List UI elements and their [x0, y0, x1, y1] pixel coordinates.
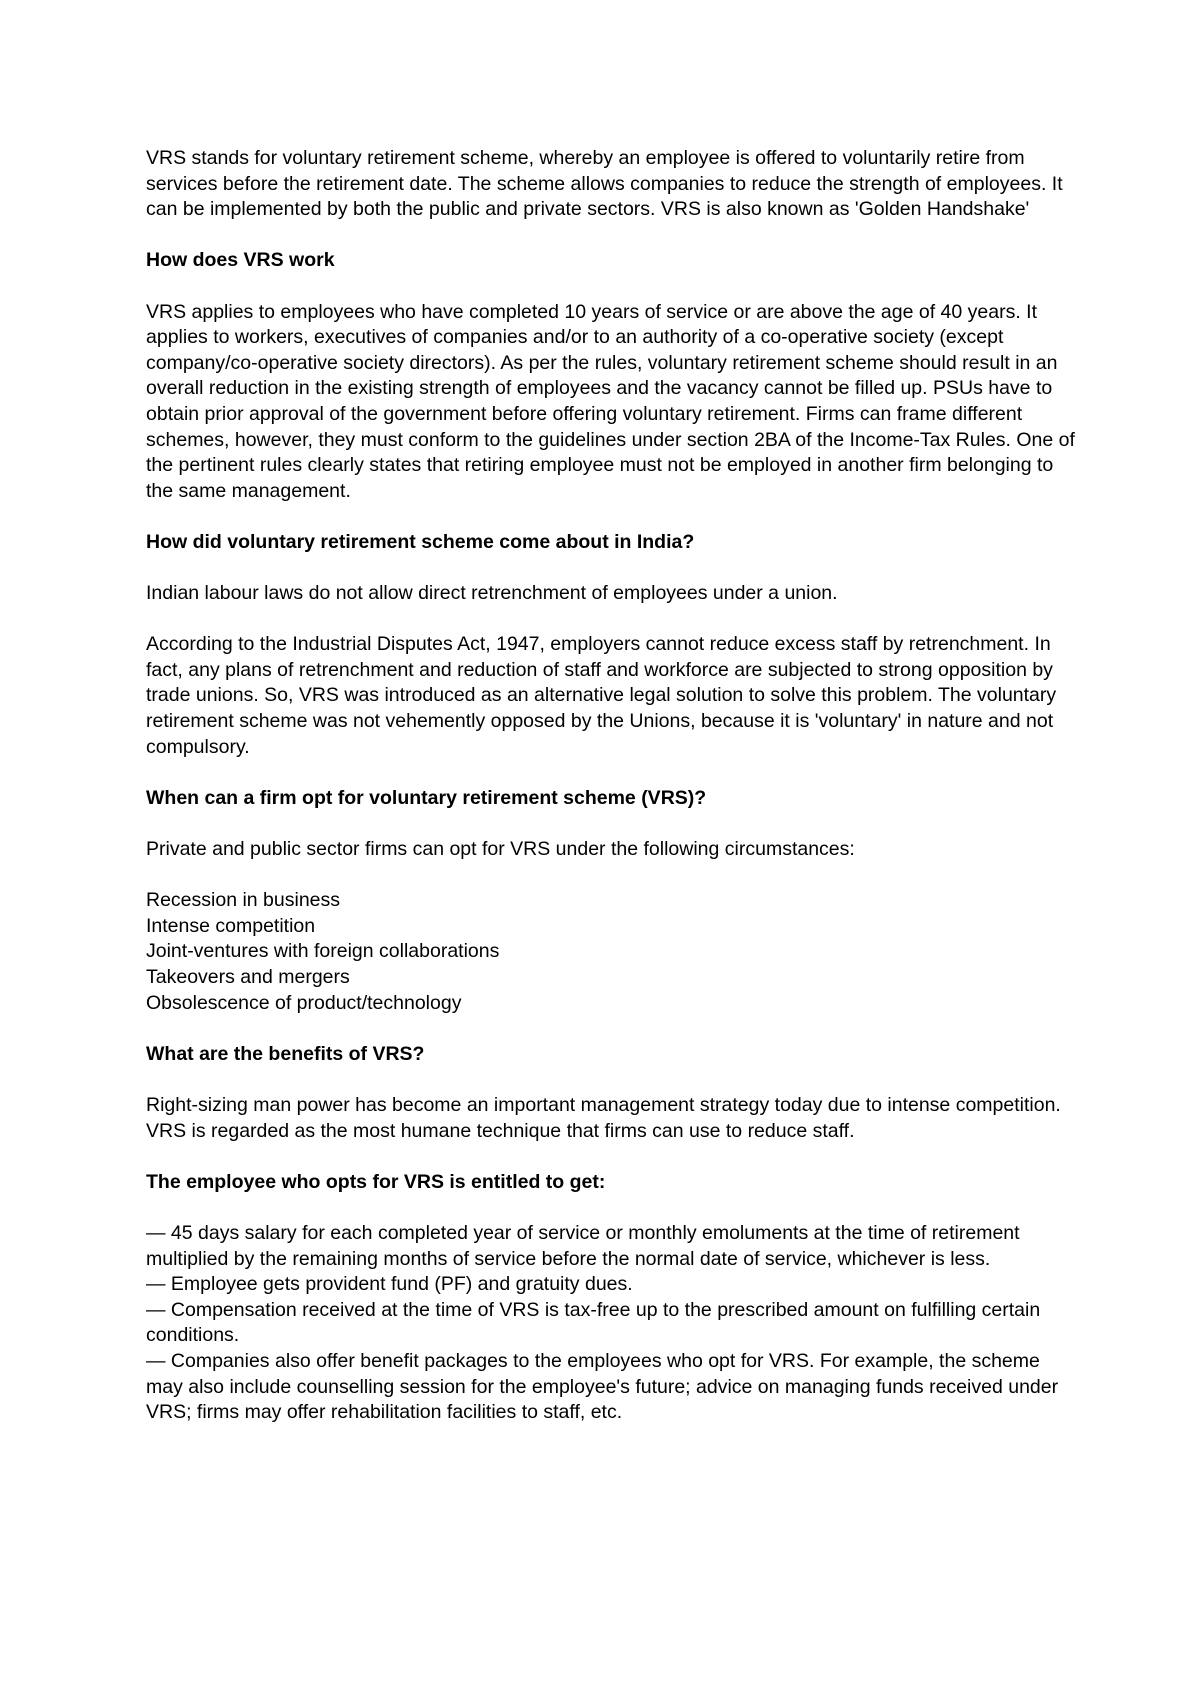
intro-paragraph: VRS stands for voluntary retirement scheme, whereby an employee is offered to voluntarily retire from services before the retirement date. The scheme allows companies to reduce the strength of employees. It can be implemented by both the public and private sectors. VRS is also known as 'Golden Handshake' [146, 147, 1063, 221]
when-opt-intro: Private and public sector firms can opt for VRS under the following circumstances: [146, 838, 855, 861]
how-vrs-works-paragraph: VRS applies to employees who have completed 10 years of service or are above the age of 40 years. It applies to workers, executives of companies and/or to an authority of a co-operative society (except company/co-operative society directors). As per the rules, voluntary retirement scheme should result in an overall reduction in the existing strength of employees and the vacancy cannot be filled up. PSUs have to obtain prior approval of the government before offering voluntary retirement. Firms can frame different schemes, however, they must conform to the guidelines under section 2BA of the Income-Tax Rules. One of the pertinent rules clearly states that retiring employee must not be employed in another firm belonging to the same management. [146, 300, 1075, 502]
list-item: — Compensation received at the time of VRS is tax-free up to the prescribed amount on fulfilling certain conditions. [146, 1298, 1041, 1347]
list-item: — Companies also offer benefit packages to the employees who opt for VRS. For example, the scheme may also include counselling session for the employee's future; advice on managing funds received under VRS; firms may offer rehabilitation facilities to staff, etc. [146, 1349, 1059, 1424]
list-item: Intense competition [146, 914, 316, 937]
list-item: Joint-ventures with foreign collaborations [146, 940, 500, 963]
list-item: Takeovers and mergers [146, 966, 350, 988]
circumstances-list [146, 888, 1076, 1016]
benefits-paragraph: Right-sizing man power has become an important management strategy today due to intense competition. VRS is regarded as the most humane technique that firms can use to reduce staff. [146, 1093, 1061, 1142]
india-paragraph-2: According to the Industrial Disputes Act, 1947, employers cannot reduce excess staff by retrenchment. In fact, any plans of retrenchment and reduction of staff and workforce are subjected to strong opposition by trade unions. So, VRS was introduced as an alternative legal solution to solve this problem. The voluntary retirement scheme was not vehemently opposed by the Unions, because it is 'voluntary' in nature and not compulsory. [146, 633, 1057, 758]
list-item: — Employee gets provident fund (PF) and gratuity dues. [146, 1273, 633, 1296]
list-item: Obsolescence of product/technology [146, 991, 462, 1014]
heading-entitled: The employee who opts for VRS is entitled to get: [146, 1170, 606, 1193]
list-item: Recession in business [146, 889, 341, 912]
india-paragraph-1: Indian labour laws do not allow direct retrenchment of employees under a union. [146, 582, 838, 605]
heading-when-opt-vrs: When can a firm opt for voluntary retirement scheme (VRS)? [146, 786, 707, 809]
document-body [146, 146, 1076, 1426]
entitlements-list [146, 1221, 1076, 1426]
heading-benefits: What are the benefits of VRS? [146, 1042, 425, 1065]
heading-how-vrs-works: How does VRS work [146, 249, 335, 272]
list-item: — 45 days salary for each completed year of service or monthly emoluments at the time of retirement multiplied by the remaining months of service before the normal date of service, whichever is less. [146, 1221, 1020, 1270]
heading-vrs-in-india: How did voluntary retirement scheme come about in India? [146, 530, 695, 553]
